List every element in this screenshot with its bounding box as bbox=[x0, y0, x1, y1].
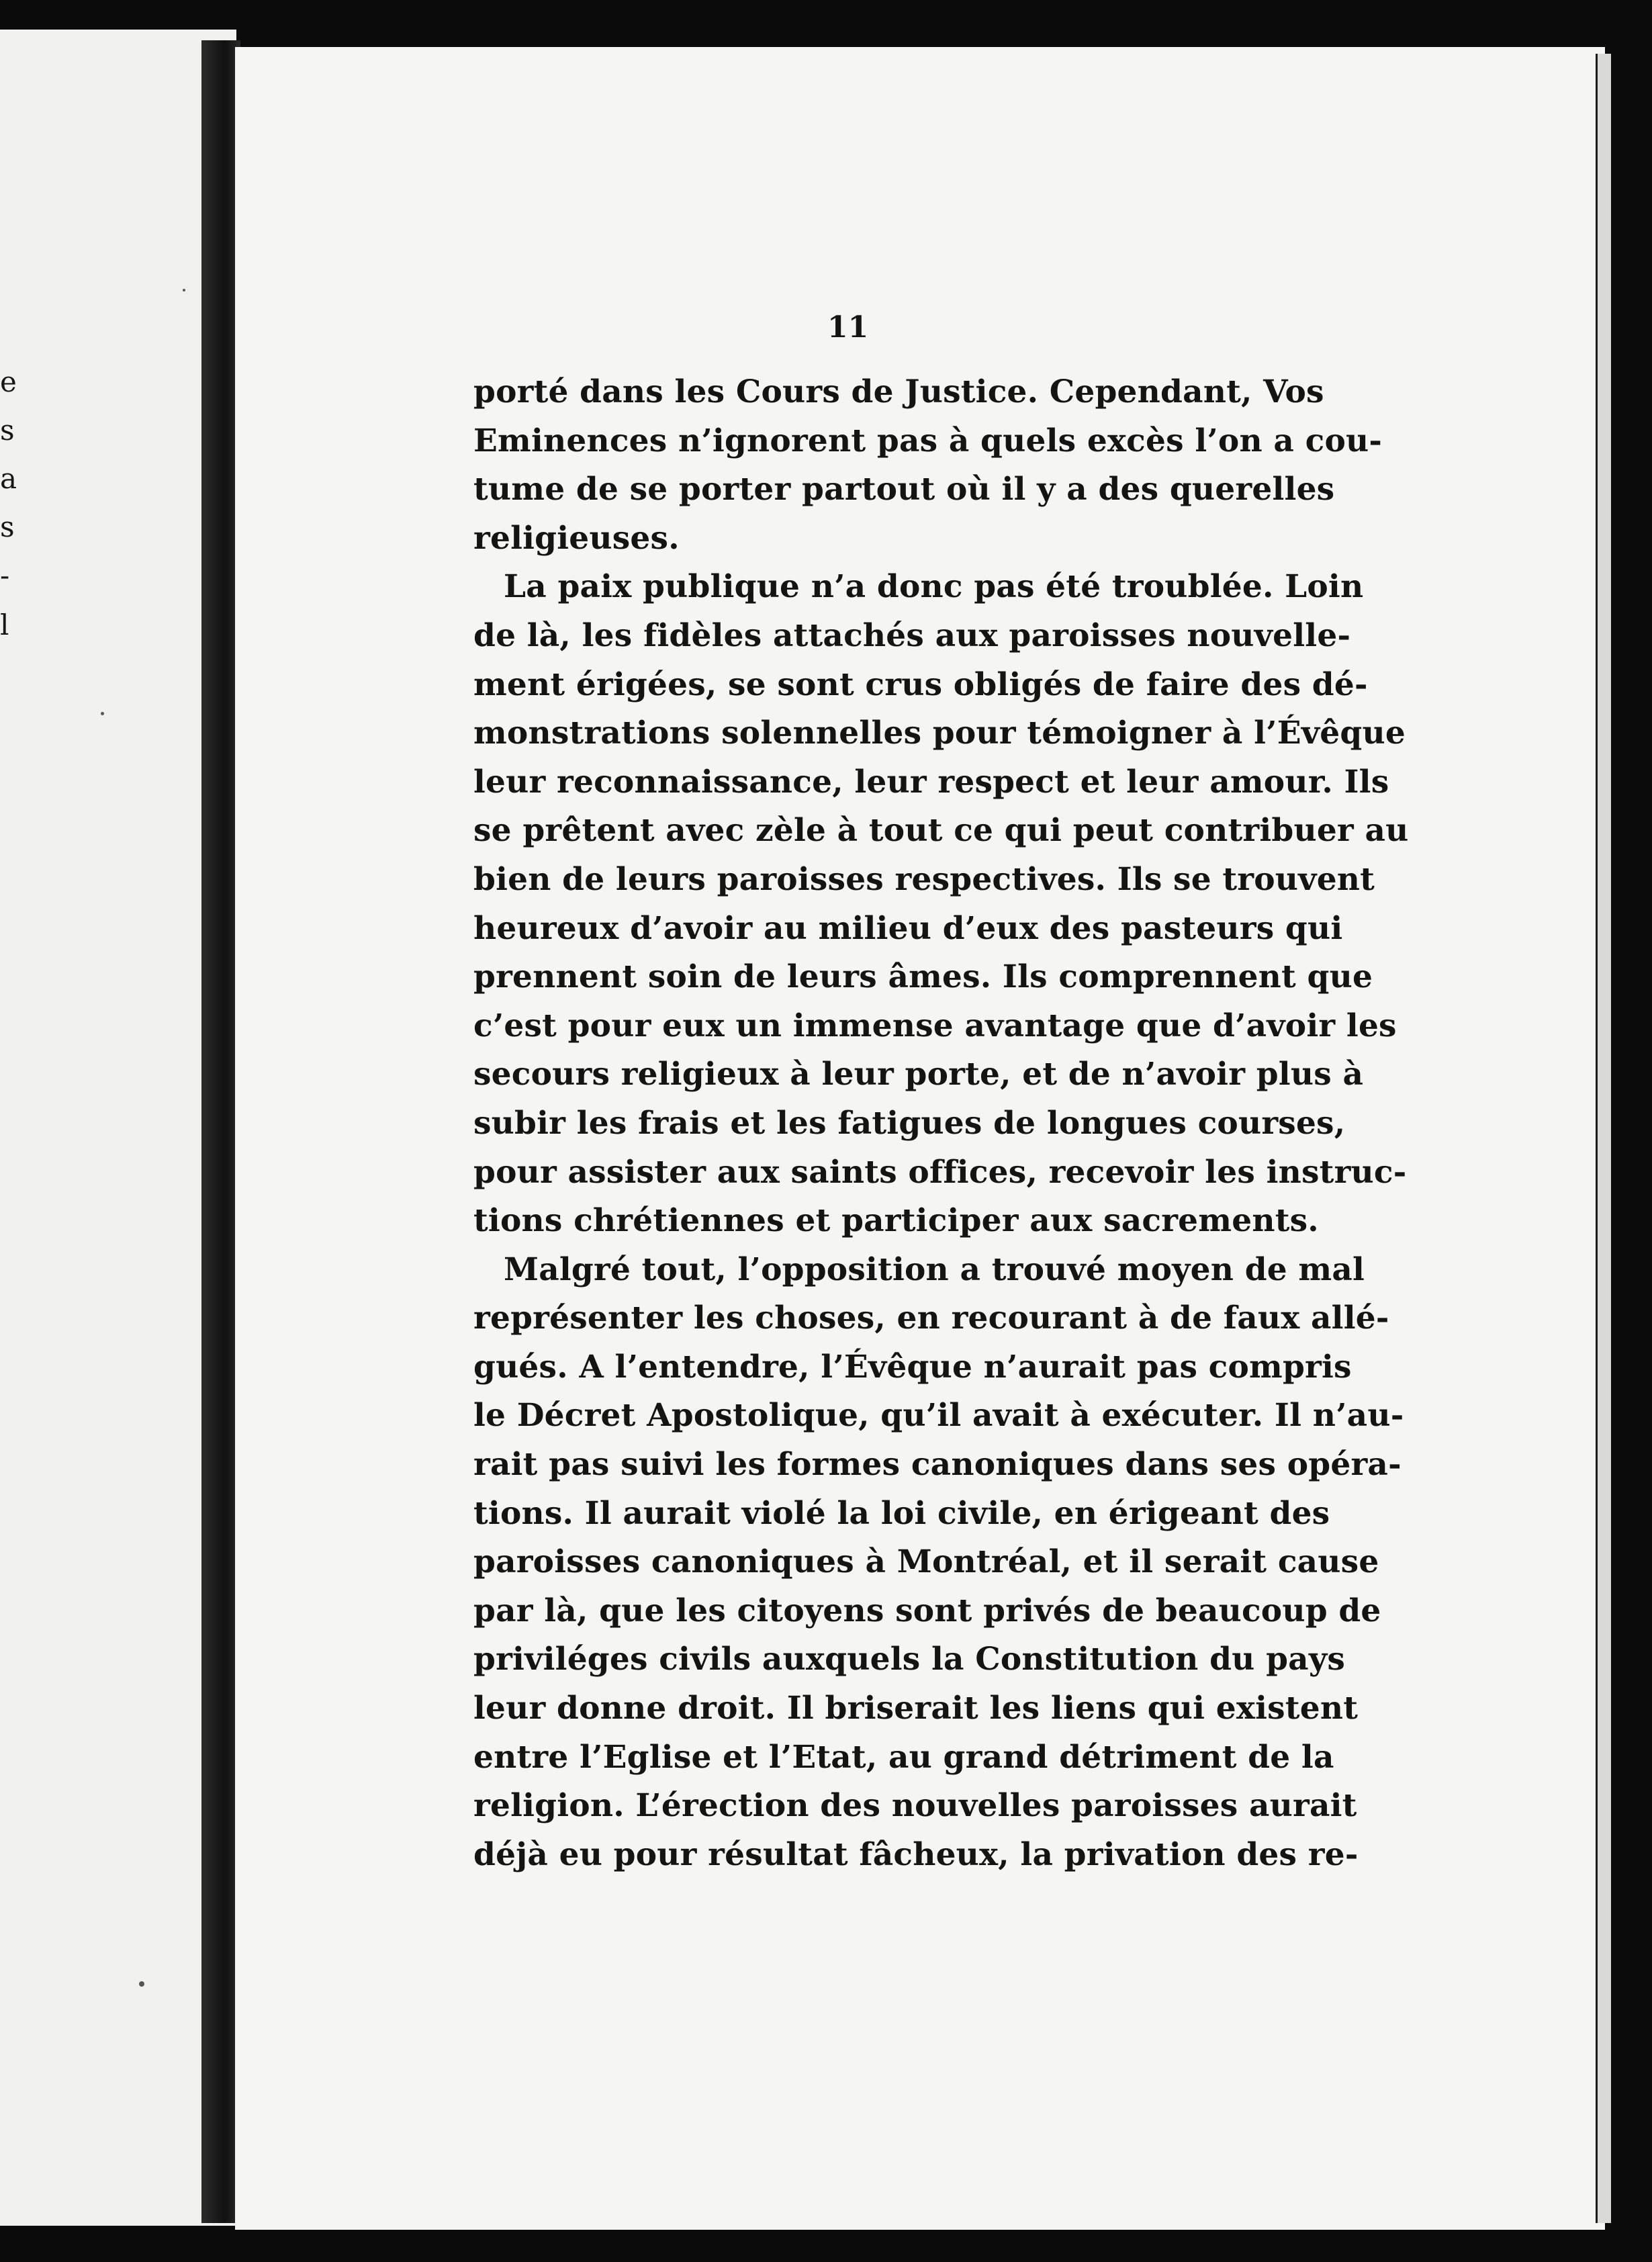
text-line: ment érigées, se sont crus obligés de faire des dé- bbox=[473, 666, 1368, 703]
text-line: Eminences n’ignorent pas à quels excès l’on a cou- bbox=[473, 422, 1383, 459]
left-page-glyph: a bbox=[0, 462, 17, 495]
left-page-glyph: s bbox=[0, 414, 15, 447]
text-line: représenter les choses, en recourant à de faux allé- bbox=[473, 1300, 1389, 1337]
body-text bbox=[473, 368, 1409, 1879]
text-line: tions. Il aurait violé la loi civile, en érigeant des bbox=[473, 1494, 1330, 1532]
text-line: secours religieux à leur porte, et de n’avoir plus à bbox=[473, 1056, 1364, 1093]
page-number: 11 bbox=[827, 310, 869, 345]
text-line: monstrations solennelles pour témoigner à l’Évêque bbox=[473, 715, 1406, 752]
text-line: prennent soin de leurs âmes. Ils comprennent que bbox=[473, 958, 1373, 996]
left-page-glyph: l bbox=[0, 608, 9, 641]
text-line: rait pas suivi les formes canoniques dans ses opéra- bbox=[473, 1446, 1402, 1484]
text-line: Malgré tout, l’opposition a trouvé moyen de mal bbox=[504, 1251, 1365, 1288]
text-line: heureux d’avoir au milieu d’eux des pasteurs qui bbox=[473, 909, 1343, 947]
text-line: bien de leurs paroisses respectives. Ils se trouvent bbox=[473, 860, 1375, 898]
text-line: tume de se porter partout où il y a des querelles bbox=[473, 471, 1335, 508]
text-line: leur donne droit. Il briserait les liens qui existent bbox=[473, 1690, 1359, 1727]
text-line: religieuses. bbox=[473, 519, 680, 557]
text-line: paroisses canoniques à Montréal, et il serait cause bbox=[473, 1543, 1379, 1581]
text-line: entre l’Eglise et l’Etat, au grand détriment de la bbox=[473, 1738, 1334, 1776]
text-line: pour assister aux saints offices, recevoir les instruc- bbox=[473, 1153, 1407, 1191]
paper-speck bbox=[101, 712, 104, 715]
text-line: le Décret Apostolique, qu’il avait à exécuter. Il n’au- bbox=[473, 1397, 1404, 1435]
left-page-glyph: e bbox=[0, 365, 17, 398]
text-line: c’est pour eux un immense avantage que d’avoir les bbox=[473, 1007, 1397, 1044]
text-line: religion. L’érection des nouvelles paroisses aurait bbox=[473, 1787, 1357, 1825]
text-line: porté dans les Cours de Justice. Cependant, Vos bbox=[473, 373, 1324, 410]
page-edge bbox=[1596, 54, 1611, 2223]
left-page-glyph: - bbox=[0, 559, 10, 592]
text-line: subir les frais et les fatigues de longues courses, bbox=[473, 1104, 1346, 1142]
text-line: par là, que les citoyens sont privés de beaucoup de bbox=[473, 1592, 1381, 1629]
text-line: leur reconnaissance, leur respect et leur amour. Ils bbox=[473, 763, 1389, 801]
text-line: gués. A l’entendre, l’Évêque n’aurait pas compris bbox=[473, 1348, 1352, 1386]
left-page-glyph: s bbox=[0, 510, 15, 543]
text-line: La paix publique n’a donc pas été troublée. Loin bbox=[504, 568, 1364, 606]
paper-speck bbox=[183, 289, 185, 291]
text-line: se prêtent avec zèle à tout ce qui peut contribuer au bbox=[473, 812, 1409, 850]
text-line: priviléges civils auxquels la Constitution du pays bbox=[473, 1641, 1346, 1678]
paper-speck bbox=[139, 1981, 144, 1987]
text-line: de là, les fidèles attachés aux paroisses nouvelle- bbox=[473, 617, 1351, 654]
text-line: tions chrétiennes et participer aux sacrements. bbox=[473, 1202, 1319, 1240]
text-line: déjà eu pour résultat fâcheux, la privation des re- bbox=[473, 1836, 1359, 1873]
